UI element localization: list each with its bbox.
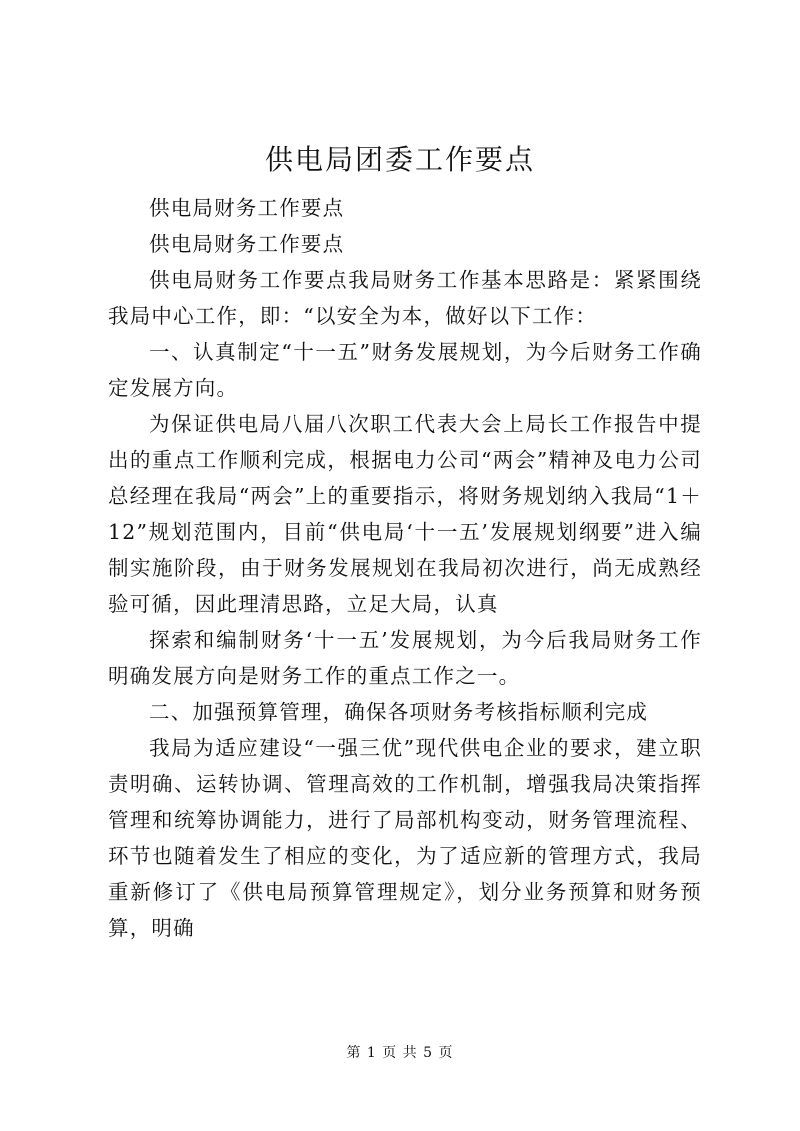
page-footer: 第 1 页 共 5 页 — [346, 1045, 454, 1061]
paragraph-4: 一、认真制定“十一五”财务发展规划，为今后财务工作确定发展方向。 — [108, 340, 702, 400]
paragraph-8: 我局为适应建设“一强三优”现代供电企业的要求，建立职责明确、运转协调、管理高效的工作机制，增强我局决策指挥管理和统筹协调能力，进行了局部机构变动，财务管理流程、环节也随着发生了相应的变化，为了适应新的管理方式，我局重新修订了《供电局预算管理规定》，划分业务预算和财务预算，明确 — [108, 736, 702, 940]
document-title: 供电局团委工作要点 — [264, 143, 535, 176]
paragraph-6: 探索和编制财务‘十一五’发展规划，为今后我局财务工作明确发展方向是财务工作的重点工作之一。 — [108, 628, 702, 688]
paragraph-2: 供电局财务工作要点 — [149, 232, 345, 256]
paragraph-5: 为保证供电局八届八次职工代表大会上局长工作报告中提出的重点工作顺利完成，根据电力公司“两会”精神及电力公司总经理在我局“两会”上的重要指示，将财务规划纳入我局“1＋12”规划范围内，目前“供电局‘十一五’发展规划纲要”进入编制实施阶段，由于财务发展规划在我局初次进行，尚无成熟经验可循，因此理清思路，立足大局，认真 — [108, 412, 702, 616]
paragraph-1: 供电局财务工作要点 — [149, 196, 345, 220]
paragraph-7: 二、加强预算管理，确保各项财务考核指标顺利完成 — [149, 700, 649, 724]
document-body — [108, 190, 702, 946]
paragraph-3: 供电局财务工作要点我局财务工作基本思路是：紧紧围绕我局中心工作，即：“以安全为本，做好以下工作： — [108, 268, 702, 328]
